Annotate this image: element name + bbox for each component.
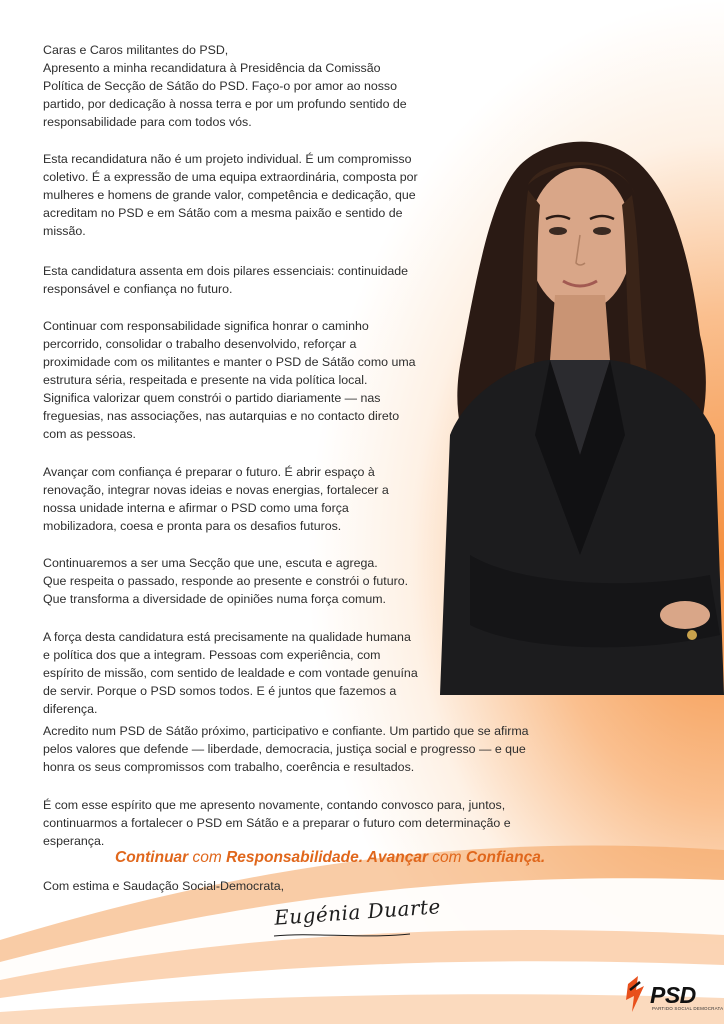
paragraph-collective bbox=[43, 150, 418, 240]
text-line: percorrido, consolidar o trabalho desenvolvido, reforçar a bbox=[43, 337, 357, 351]
paragraph-forca bbox=[43, 628, 418, 718]
greeting-paragraph bbox=[43, 41, 407, 131]
text-line: mulheres e homens de grande valor, competência e dedicação, que bbox=[43, 188, 416, 202]
text-line: Que respeita o passado, responde ao presente e constrói o futuro. bbox=[43, 574, 409, 588]
text-line: A força desta candidatura está precisamente na qualidade humana bbox=[43, 630, 411, 644]
text-line: mobilizadora, coesa e pronta para os desafios futuros. bbox=[43, 519, 342, 533]
campaign-slogan bbox=[115, 848, 635, 868]
text-line: continuarmos a fortalecer o PSD em Sátão e a preparar o futuro com determinação e bbox=[43, 816, 511, 830]
text-line: Com estima e Saudação Social-Democrata, bbox=[43, 879, 285, 893]
paragraph-acredito bbox=[43, 722, 529, 776]
paragraph-avancar bbox=[43, 463, 389, 535]
text-line: Que transforma a diversidade de opiniões numa força comum. bbox=[43, 592, 386, 606]
text-line: proximidade com os militantes e manter o PSD de Sátão como uma bbox=[43, 355, 416, 369]
text-line: diferença. bbox=[43, 702, 98, 716]
text-line: pelos valores que defende — liberdade, democracia, justiça social e progresso — e que bbox=[43, 742, 526, 756]
logo-subtitle: PARTIDO SOCIAL DEMOCRATA bbox=[652, 1006, 724, 1011]
text-line: e política dos que a integram. Pessoas com experiência, com bbox=[43, 648, 381, 662]
slogan-word: Avançar bbox=[366, 849, 428, 866]
slogan-word: com bbox=[188, 849, 227, 866]
text-line: missão. bbox=[43, 224, 86, 238]
closing-line bbox=[43, 877, 284, 895]
text-line: esperança. bbox=[43, 834, 105, 848]
text-line: Esta candidatura assenta em dois pilares essenciais: continuidade bbox=[43, 264, 409, 278]
text-line: Continuar com responsabilidade significa honrar o caminho bbox=[43, 319, 369, 333]
text-line: Significa valorizar quem constrói o partido diariamente — nas bbox=[43, 391, 381, 405]
text-line: coletivo. É a expressão de uma equipa extraordinária, composta por bbox=[43, 170, 418, 184]
signature-flourish bbox=[272, 930, 412, 940]
text-line: É com esse espírito que me apresento novamente, contando convosco para, juntos, bbox=[43, 798, 506, 812]
text-line: nossa unidade interna e afirmar o PSD como uma força bbox=[43, 501, 349, 515]
handwritten-signature: Eugénia Duarte bbox=[273, 894, 442, 930]
text-line: com as pessoas. bbox=[43, 427, 136, 441]
text-line: partido, por dedicação à nossa terra e por um profundo sentido de bbox=[43, 97, 407, 111]
text-line: estrutura séria, respeitada e presente na vida política local. bbox=[43, 373, 368, 387]
text-line: Acredito num PSD de Sátão próximo, participativo e confiante. Um partido que se afirma bbox=[43, 724, 529, 738]
slogan-word: . bbox=[358, 849, 367, 866]
slogan-word: Responsabilidade bbox=[226, 849, 359, 866]
text-line: responsável e confiança no futuro. bbox=[43, 282, 233, 296]
slogan-word: . bbox=[540, 849, 546, 866]
candidate-portrait bbox=[430, 135, 724, 705]
slogan-word: Continuar bbox=[115, 849, 189, 866]
text-line: responsabilidade para com todos vós. bbox=[43, 115, 252, 129]
text-line: Continuaremos a ser uma Secção que une, escuta e agrega. bbox=[43, 556, 378, 570]
text-line: Esta recandidatura não é um projeto individual. É um compromisso bbox=[43, 152, 412, 166]
text-line: Caras e Caros militantes do PSD, bbox=[43, 43, 229, 57]
text-line: de servir. Porque o PSD somos todos. E é juntos que fazemos a bbox=[43, 684, 397, 698]
slogan-word: Confiança bbox=[465, 849, 541, 866]
text-line: freguesias, nas associações, nas autarquias e no contacto direto bbox=[43, 409, 400, 423]
paragraph-seccao bbox=[43, 554, 408, 608]
text-line: renovação, integrar novas ideias e novas energias, fortalecer a bbox=[43, 483, 389, 497]
logo-name: PSD bbox=[650, 982, 696, 1008]
text-line: espírito de missão, com sentido de lealdade e com vontade genuína bbox=[43, 666, 418, 680]
text-line: Apresento a minha recandidatura à Presidência da Comissão bbox=[43, 61, 381, 75]
text-line: honra os seus compromissos com trabalho, coerência e resultados. bbox=[43, 760, 415, 774]
paragraph-continuar bbox=[43, 317, 416, 443]
text-line: Avançar com confiança é preparar o futuro. É abrir espaço à bbox=[43, 465, 375, 479]
slogan-word: com bbox=[427, 849, 466, 866]
text-line: acreditam no PSD e em Sátão com a mesma paixão e sentido de bbox=[43, 206, 403, 220]
paragraph-espirito bbox=[43, 796, 511, 850]
text-line: Política de Secção de Sátão do PSD. Faço-o por amor ao nosso bbox=[43, 79, 398, 93]
paragraph-pillars bbox=[43, 262, 408, 298]
